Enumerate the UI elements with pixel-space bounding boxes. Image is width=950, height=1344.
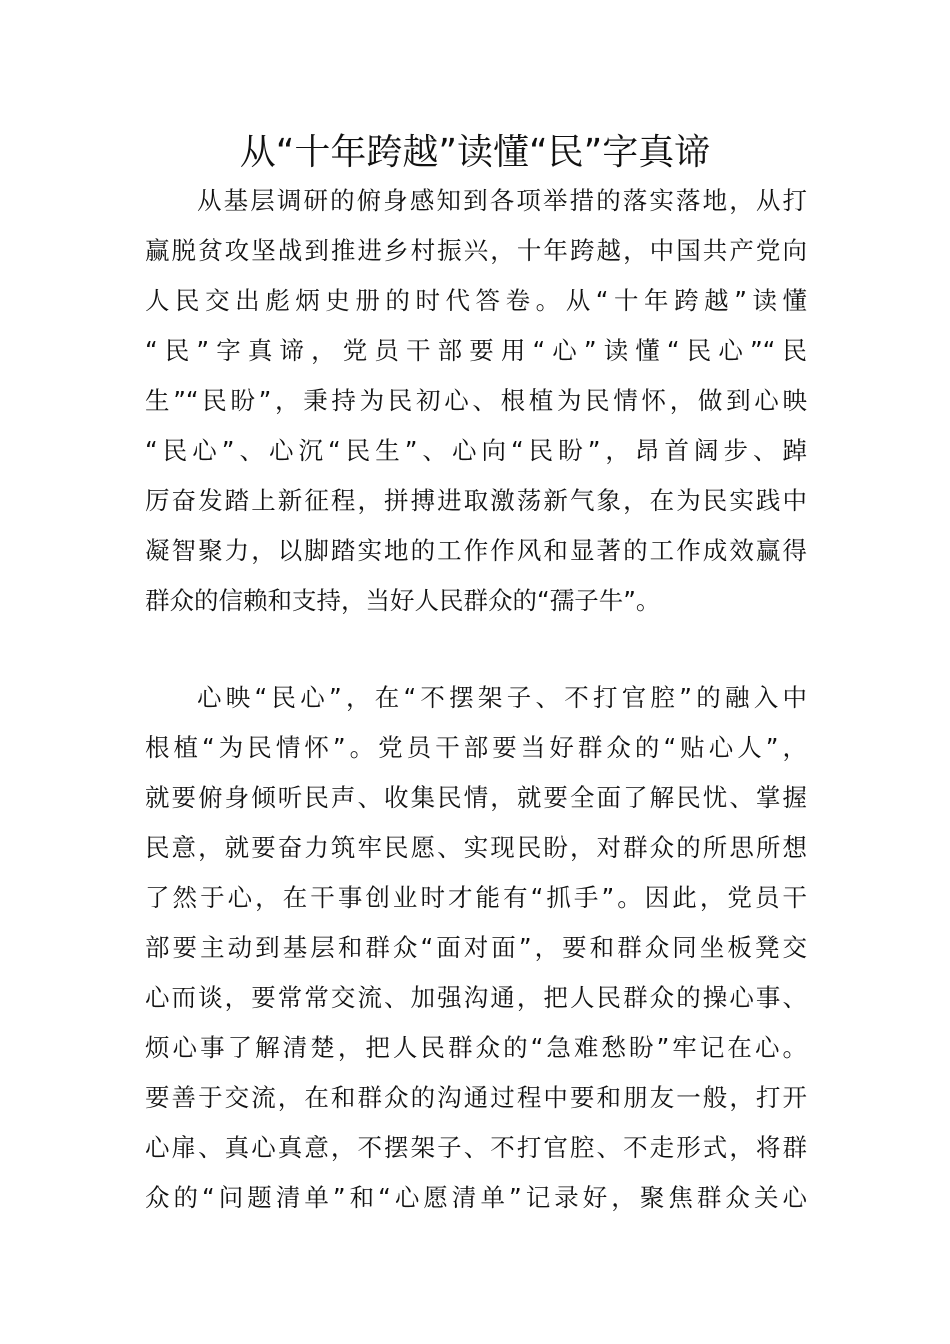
paragraph-line: 心扉、真心真意，不摆架子、不打官腔、不走形式，将群 [145,1133,807,1162]
paragraph-line: 生”“民盼”，秉持为民初心、根植为民情怀，做到心映 [145,386,807,415]
paragraph-line: 根植“为民情怀”。党员干部要当好群众的“贴心人”， [145,733,807,762]
paragraph-line: 厉奋发踏上新征程，拼搏进取激荡新气象，在为民实践中 [145,486,807,515]
paragraph-line: 凝智聚力，以脚踏实地的工作作风和显著的工作成效赢得 [145,536,807,565]
paragraph-line: 从基层调研的俯身感知到各项举措的落实落地，从打 [197,186,807,215]
paragraph-line: 民意，就要奋力筑牢民愿、实现民盼，对群众的所思所想 [145,833,807,862]
paragraph-1 [145,176,807,626]
paragraph-line: 烦心事了解清楚，把人民群众的“急难愁盼”牢记在心。 [145,1033,807,1062]
paragraph-line: 群众的信赖和支持，当好人民群众的“孺子牛”。 [145,586,661,615]
paragraph-line: 心而谈，要常常交流、加强沟通，把人民群众的操心事、 [145,983,807,1012]
paragraph-line: 赢脱贫攻坚战到推进乡村振兴，十年跨越，中国共产党向 [145,236,807,265]
document-title: 从“十年跨越”读懂“民”字真谛 [239,132,711,173]
paragraph-line: 众的“问题清单”和“心愿清单”记录好，聚焦群众关心 [145,1183,807,1212]
paragraph-line: 人民交出彪炳史册的时代答卷。从“十年跨越”读懂 [145,286,807,315]
paragraph-line: 了然于心，在干事创业时才能有“抓手”。因此，党员干 [145,883,807,912]
paragraph-line: “民心”、心沉“民生”、心向“民盼”，昂首阔步、踔 [145,436,807,465]
paragraph-line: 要善于交流，在和群众的沟通过程中要和朋友一般，打开 [145,1083,807,1112]
paragraph-2 [145,673,807,1223]
paragraph-line: 心映“民心”，在“不摆架子、不打官腔”的融入中 [197,683,807,712]
paragraph-line: 部要主动到基层和群众“面对面”，要和群众同坐板凳交 [145,933,807,962]
paragraph-line: “民”字真谛，党员干部要用“心”读懂“民心”“民 [145,336,807,365]
paragraph-line: 就要俯身倾听民声、收集民情，就要全面了解民忧、掌握 [145,783,807,812]
